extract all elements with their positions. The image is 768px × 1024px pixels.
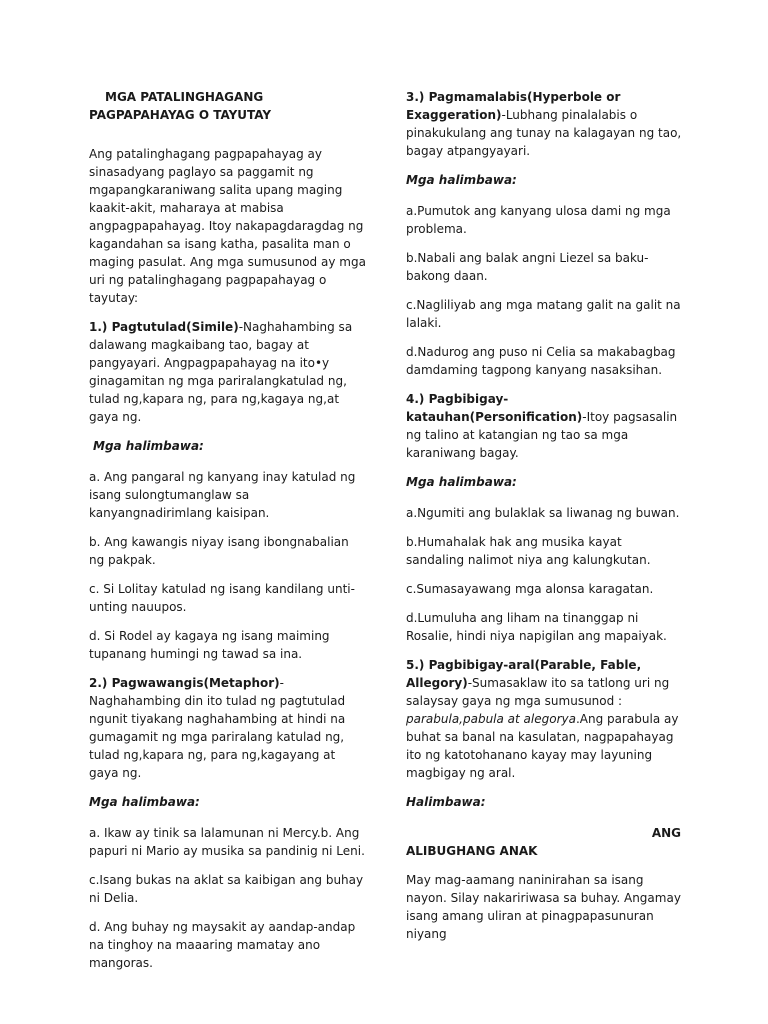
intro-paragraph: Ang patalinghagang pagpapahayag ay sinasadyang paglayo sa paggamit ng mgapangkaraniwang salita upang maging kaakit-akit, maharaya at mabisa angpagpapahayag. Itoy nakapagdaragdag ng kagandahan sa isang katha, pasalita man o maging pasulat. Ang mga sumusunod ay mga uri ng patalinghagang pagpapahayag o tayutay: <box>89 147 366 305</box>
example-item: d.Lumuluha ang liham na tinanggap ni Rosalie, hindi niya napigilan ang mapaiyak. <box>406 611 667 643</box>
document-title <box>89 88 367 124</box>
section-metaphor-description: -Naghahambing din ito tulad ng pagtutulad ngunit tiyakang naghahambing at hindi na gumagamit ng mga pariralang katulad ng, tulad ng,kapara ng, para ng,kagayang at gaya ng. <box>89 676 346 780</box>
example-item: a. Ikaw ay tinik sa lalamunan ni Mercy.b. Ang papuri ni Mario ay musika sa pandinig ni Leni. <box>89 826 365 858</box>
story-title <box>406 824 682 860</box>
example-item: d.Nadurog ang puso ni Celia sa makabagbag damdaming tagpong kanyang nasaksihan. <box>406 345 676 377</box>
section-simile-description: -Naghahambing sa dalawang magkaibang tao, bagay at pangyayari. Angpagpapahayag na ito•y ginagamitan ng mga pariralangkatulad ng, tulad ng,kapara ng, para ng,kagaya ng,at gaya ng. <box>89 320 353 424</box>
right-column <box>406 88 682 954</box>
section-hyperbole-description: -Lubhang pinalalabis o pinakukulang ang tunay na kalagayan ng tao, bagay atpangyayari. <box>406 108 682 158</box>
title-line-1: MGA PATALINGHAGANG <box>105 90 264 104</box>
example-item: a. Ang pangaral ng kanyang inay katulad ng isang sulongtumanglaw sa kanyangnadirimlang kaisipan. <box>89 470 356 520</box>
section-metaphor-heading: 2.) Pagwawangis(Metaphor) <box>89 676 280 690</box>
section-parable-description-2: .Ang parabula ay buhat sa banal na kasulatan, nagpapahayag ito ng katotohanano kayay may layuning magbigay ng aral. <box>406 712 679 780</box>
left-column <box>89 88 367 983</box>
section-hyperbole-heading: 3.) Pagmamalabis(Hyperbole or Exaggeration) <box>406 90 621 122</box>
section-simile-heading: 1.) Pagtutulad(Simile) <box>89 320 239 334</box>
examples-label: Mga halimbawa: <box>93 439 204 453</box>
title-line-2: PAGPAPAHAYAG O TAYUTAY <box>89 108 272 122</box>
section-parable-examples: parabula,pabula at alegorya <box>406 712 576 726</box>
example-item: d. Si Rodel ay kagaya ng isang maiming tupanang humingi ng tawad sa ina. <box>89 629 330 661</box>
example-item: c.Nagliliyab ang mga matang galit na galit na lalaki. <box>406 298 681 330</box>
examples-label: Mga halimbawa: <box>406 173 517 187</box>
section-metaphor <box>89 674 367 782</box>
story-title-line-2: ALIBUGHANG ANAK <box>406 844 538 858</box>
example-item: b. Ang kawangis niyay isang ibongnabalian ng pakpak. <box>89 535 349 567</box>
section-parable <box>406 656 682 782</box>
section-hyperbole <box>406 88 682 160</box>
section-personification-heading: 4.) Pagbibigay-katauhan(Personification) <box>406 392 583 424</box>
section-personification <box>406 390 682 462</box>
story-paragraph: May mag-aamang naninirahan sa isang nayon. Silay nakaririwasa sa buhay. Angamay isang amang uliran at pinagpapasunuran niyang <box>406 873 681 941</box>
story-title-line-1: ANG <box>651 826 681 840</box>
examples-label: Mga halimbawa: <box>406 475 517 489</box>
examples-label: Halimbawa: <box>406 795 486 809</box>
section-parable-heading: 5.) Pagbibigay-aral(Parable, Fable, Allegory) <box>406 658 642 690</box>
section-parable-description: -Sumasaklaw ito sa tatlong uri ng salaysay gaya ng mga sumusunod : <box>406 676 670 708</box>
example-item: c.Isang bukas na aklat sa kaibigan ang buhay ni Delia. <box>89 873 364 905</box>
example-item: d. Ang buhay ng maysakit ay aandap-andap na tinghoy na maaaring mamatay ano mangoras. <box>89 920 356 970</box>
section-personification-description: -Itoy pagsasalin ng talino at katangian ng tao sa mga karaniwang bagay. <box>406 410 678 460</box>
example-item: a.Pumutok ang kanyang ulosa dami ng mga problema. <box>406 204 671 236</box>
example-item: b.Nabali ang balak angni Liezel sa baku-bakong daan. <box>406 251 649 283</box>
section-simile <box>89 318 367 426</box>
example-item: b.Humahalak hak ang musika kayat sandaling nalimot niya ang kalungkutan. <box>406 535 651 567</box>
example-item: c. Si Lolitay katulad ng isang kandilang unti-unting nauupos. <box>89 582 355 614</box>
examples-label: Mga halimbawa: <box>89 795 200 809</box>
example-item: a.Ngumiti ang bulaklak sa liwanag ng buwan. <box>406 506 680 520</box>
example-item: c.Sumasayawang mga alonsa karagatan. <box>406 582 654 596</box>
